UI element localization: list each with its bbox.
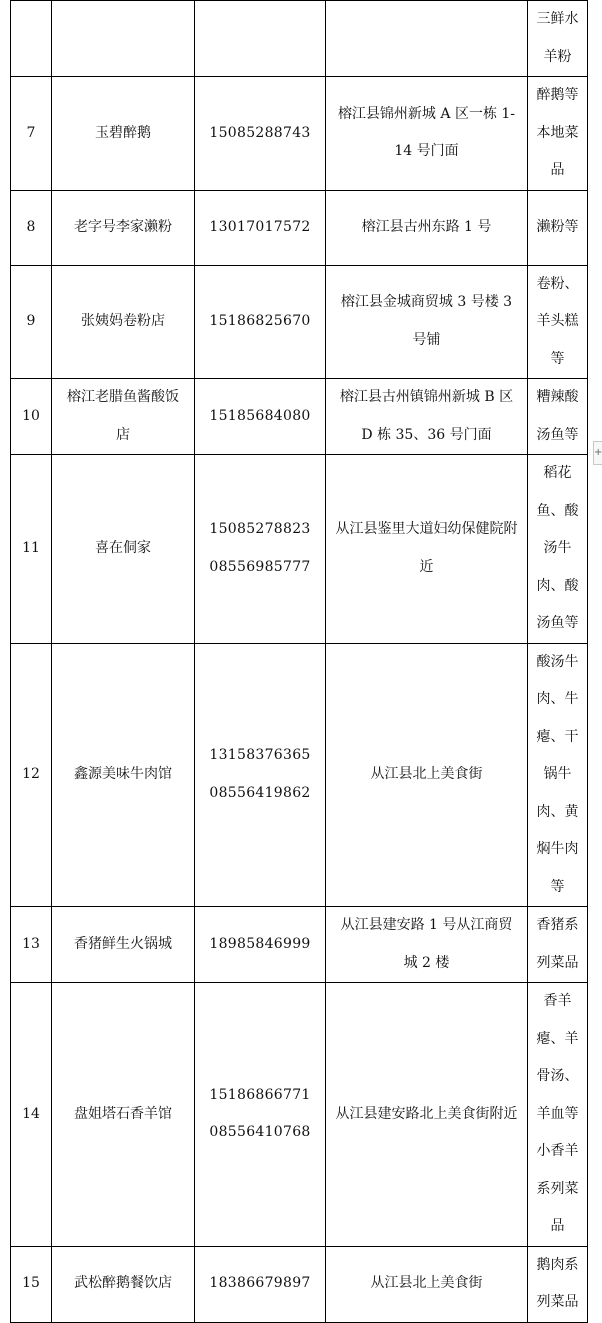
food-text: 三鲜水羊粉 [536,11,579,65]
food-text: 糟辣酸汤鱼等 [536,389,579,443]
phone-text: 15186825670 [209,313,311,329]
cell-no: 10 [11,379,52,455]
cell-name [52,190,195,265]
table-row [11,379,588,455]
phone-text: 15085278823 [209,521,311,538]
cell-food [528,190,588,265]
cell-address [326,1,528,77]
cell-phone [195,379,326,455]
food-text: 香羊瘪、羊骨汤、羊血等小香羊系列菜品 [536,993,579,1234]
cell-food [528,907,588,983]
phone-text: 18386679897 [209,1275,311,1292]
address-text: 从江县建安路北上美食街附近 [335,1105,518,1122]
cell-no: 11 [11,455,52,644]
cell-food [528,983,588,1247]
cell-phone [195,983,326,1247]
cell-no: 12 [11,643,52,907]
phone-text: 13017017572 [209,218,311,235]
address-text: 从江县鉴里大道妇幼保健院附近 [335,521,518,575]
cell-food [528,265,588,379]
phone-text: 18985846999 [209,935,311,952]
cell-name [52,77,195,191]
table-row [11,643,588,907]
food-text: 稻花鱼、酸汤牛肉、酸汤鱼等 [536,465,579,631]
cell-address [326,77,528,191]
cell-name [52,455,195,644]
table-row [11,190,588,265]
cell-phone [195,455,326,644]
cell-food [528,455,588,644]
cell-no: 9 [11,265,52,379]
cell-phone [195,265,326,379]
name-text: 玉碧醉鹅 [95,124,151,141]
restaurant-table [10,0,588,1323]
table-row [11,1,588,77]
name-text: 喜在侗家 [95,540,151,556]
cell-address [326,1246,528,1322]
phone-text: 08556419862 [209,784,311,801]
cell-name [52,1246,195,1322]
food-text: 濑粉等 [536,218,579,235]
food-text: 香猪系列菜品 [536,917,579,971]
cell-no: 13 [11,907,52,983]
address-text: 榕江县锦州新城 A 区一栋 1-14 号门面 [337,105,516,160]
food-text: 酸汤牛肉、牛瘪、干锅牛肉、黄焖牛肉等 [536,653,579,895]
name-text: 榕江老腊鱼酱酸饭店 [67,389,179,443]
phone-text: 15085288743 [209,124,311,141]
cell-no: 15 [11,1246,52,1322]
cell-address [326,643,528,907]
table-row [11,907,588,983]
food-text: 卷粉、羊头糕等 [536,275,579,367]
table-row [11,455,588,644]
cell-food [528,1,588,77]
cell-phone [195,190,326,265]
cell-no: 8 [11,190,52,265]
name-text: 张姨妈卷粉店 [81,313,165,329]
phone-text: 08556985777 [209,558,311,575]
food-text: 鹅肉系列菜品 [536,1256,579,1310]
expand-handle[interactable]: + [593,441,602,465]
name-text: 武松醉鹅餐饮店 [74,1275,172,1292]
phone-text: 08556410768 [209,1124,311,1141]
cell-phone [195,643,326,907]
cell-food [528,379,588,455]
cell-address [326,379,528,455]
cell-address [326,265,528,379]
cell-address [326,455,528,644]
cell-name [52,379,195,455]
table-row [11,1246,588,1322]
phone-text: 15185684080 [209,407,311,424]
cell-food [528,1246,588,1322]
cell-name [52,983,195,1247]
cell-phone [195,907,326,983]
cell-address [326,190,528,265]
name-text: 鑫源美味牛肉馆 [74,766,172,782]
address-text: 榕江县古州镇锦州新城 B 区 D 栋 35、36 号门面 [339,389,514,443]
address-text: 从江县建安路 1 号从江商贸城 2 楼 [340,917,513,971]
table-row [11,983,588,1247]
cell-address [326,907,528,983]
cell-phone [195,1,326,77]
cell-food [528,77,588,191]
address-text: 从江县北上美食街 [370,1275,483,1292]
cell-name [52,643,195,907]
cell-phone [195,77,326,191]
table-row [11,77,588,191]
cell-name [52,265,195,379]
cell-address [326,983,528,1247]
name-text: 盘姐塔石香羊馆 [74,1105,172,1122]
cell-food [528,643,588,907]
name-text: 香猪鲜生火锅城 [74,935,172,952]
table-row [11,265,588,379]
cell-no: 14 [11,983,52,1247]
cell-phone [195,1246,326,1322]
phone-text: 15186866771 [209,1086,311,1103]
name-text: 老字号李家濑粉 [74,218,172,235]
address-text: 榕江县金城商贸城 3 号楼 3 号铺 [340,294,513,348]
phone-text: 13158376365 [209,747,311,764]
food-text: 醉鹅等本地菜品 [536,87,579,178]
address-text: 榕江县古州东路 1 号 [361,218,492,235]
cell-no [11,1,52,77]
cell-no: 7 [11,77,52,191]
address-text: 从江县北上美食街 [370,766,483,782]
cell-name [52,1,195,77]
cell-name [52,907,195,983]
